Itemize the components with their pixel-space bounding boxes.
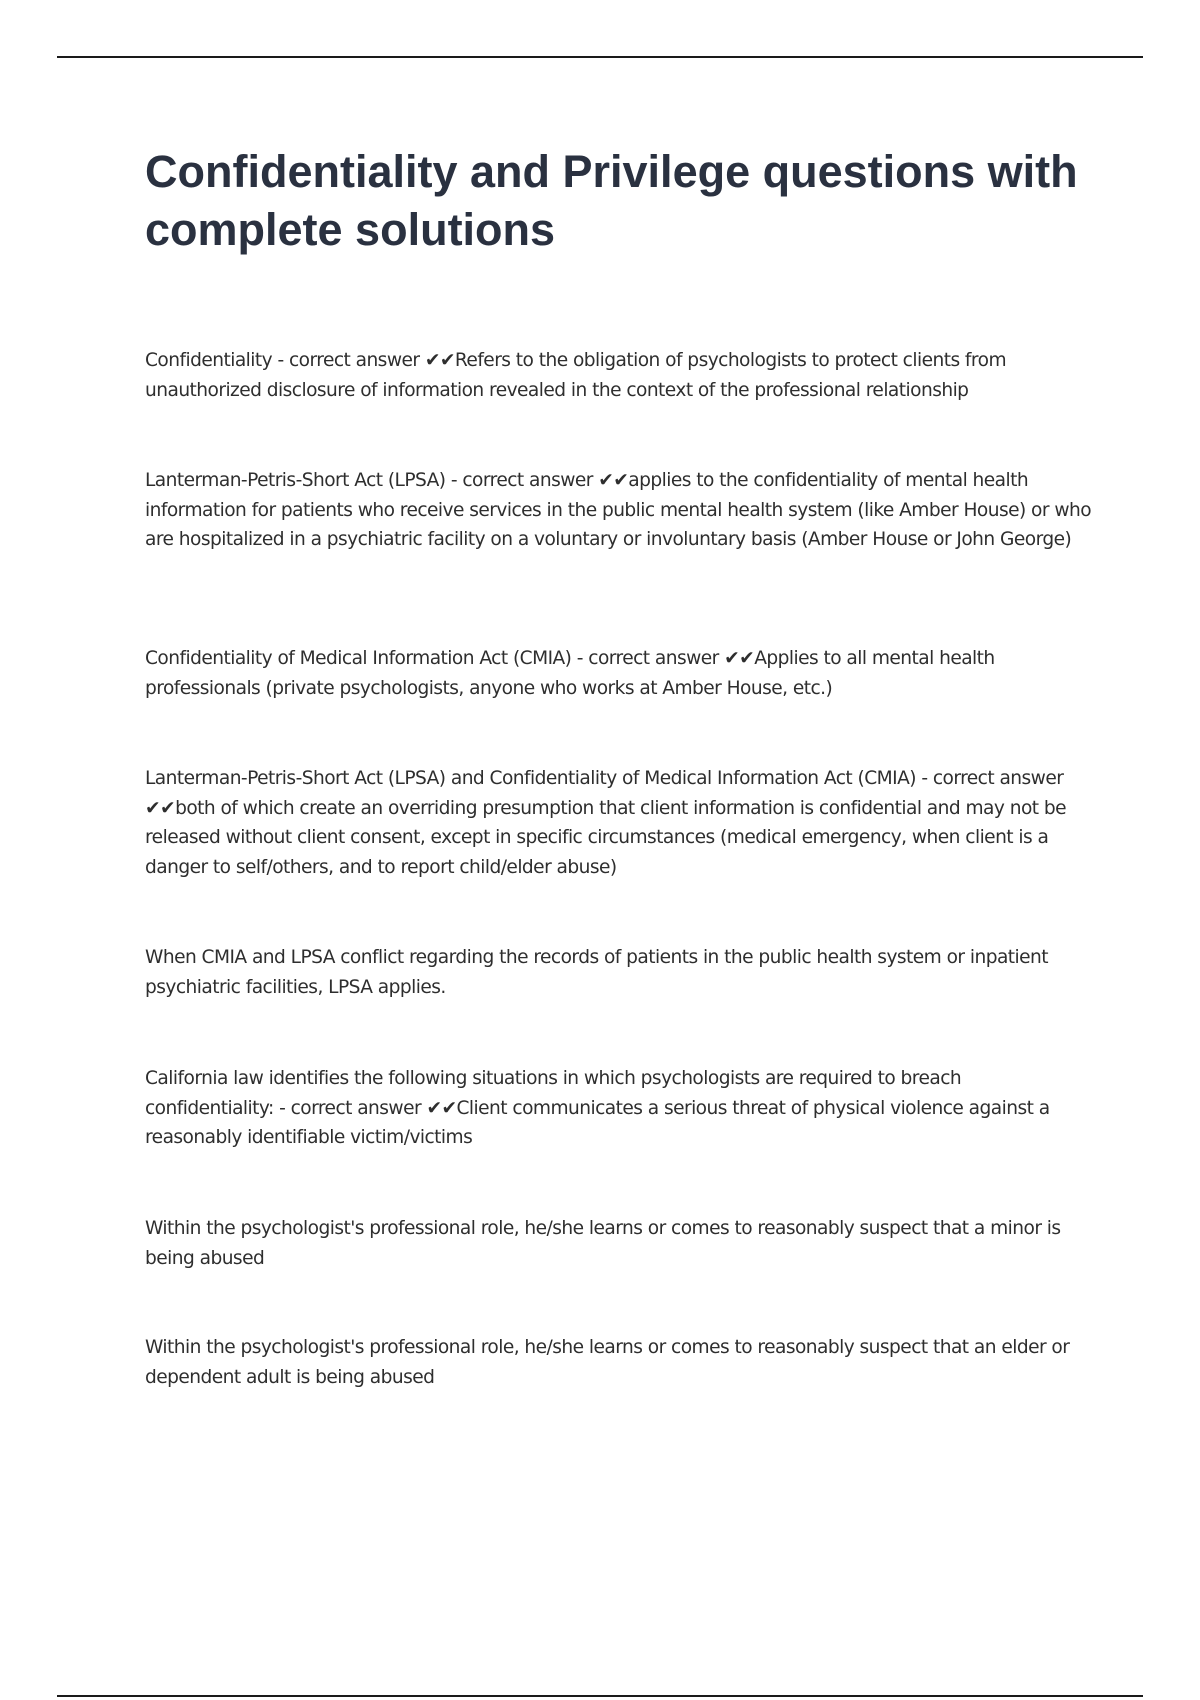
check-marks-icon: ✔✔ <box>424 350 455 371</box>
qa-entry-lpsa <box>145 466 1093 555</box>
entry-term: Confidentiality <box>145 350 273 371</box>
check-marks-icon: ✔✔ <box>724 648 755 669</box>
qa-entry-confidentiality <box>145 346 1093 405</box>
qa-entry-breach-situations <box>145 1064 1093 1153</box>
entry-term: Lanterman-Petris-Short Act (LPSA) and Confidentiality of Medical Information Act (CMIA) <box>145 768 916 789</box>
bottom-rule <box>57 1695 1143 1697</box>
entry-answer: Refers to the obligation of psychologists to protect clients from unauthorized disclosure of information revealed in the context of the professional relationship <box>145 350 1007 401</box>
check-marks-icon: ✔✔ <box>426 1097 457 1119</box>
text-entry-cmia-lpsa-conflict <box>145 943 1093 1002</box>
entry-text: Within the psychologist's professional role, he/she learns or comes to reasonably suspect that a minor is being abused <box>145 1218 1061 1269</box>
text-entry-minor-abuse <box>145 1214 1093 1273</box>
entry-answer: Client communicates a serious threat of physical violence against a reasonably identifiable victim/victims <box>145 1097 1050 1148</box>
entry-answer: both of which create an overriding presumption that client information is confidential and may not be released without client consent, except in specific circumstances (medical emergency, when client is a danger to self/others, and to report child/elder abuse) <box>145 797 1067 878</box>
qa-entry-cmia <box>145 644 1093 703</box>
entry-connector: - correct answer <box>273 1097 427 1119</box>
entry-answer: Applies to all mental health professionals (private psychologists, anyone who works at Amber House, etc.) <box>145 648 995 699</box>
entry-answer: applies to the confidentiality of mental health information for patients who receive services in the public mental health system (like Amber House) or who are hospitalized in a psychiatric facility on a voluntary or involuntary basis (Amber House or John George) <box>145 470 1092 550</box>
entry-term: Lanterman-Petris-Short Act (LPSA) <box>145 470 446 491</box>
entry-text: When CMIA and LPSA conflict regarding the records of patients in the public health system or inpatient psychiatric facilities, LPSA applies. <box>145 947 1049 998</box>
page-title: Confidentiality and Privilege questions with complete solutions <box>145 146 1078 255</box>
qa-entry-lpsa-and-cmia <box>145 764 1093 882</box>
entry-term: Confidentiality of Medical Information Act (CMIA) <box>145 648 572 669</box>
top-rule <box>57 56 1143 58</box>
text-entry-elder-abuse <box>145 1333 1093 1392</box>
entry-term: California law identifies the following situations in which psychologists are required to breach confidentiality: <box>145 1068 962 1119</box>
entry-connector: - correct answer <box>445 470 599 491</box>
entry-text: Within the psychologist's professional role, he/she learns or comes to reasonably suspect that an elder or dependent adult is being abused <box>145 1337 1070 1388</box>
entry-connector: - correct answer <box>915 768 1064 789</box>
entry-connector: - correct answer <box>571 648 725 669</box>
entry-connector: - correct answer <box>272 350 425 371</box>
check-marks-icon: ✔✔ <box>598 470 629 491</box>
check-marks-icon: ✔✔ <box>145 797 176 819</box>
